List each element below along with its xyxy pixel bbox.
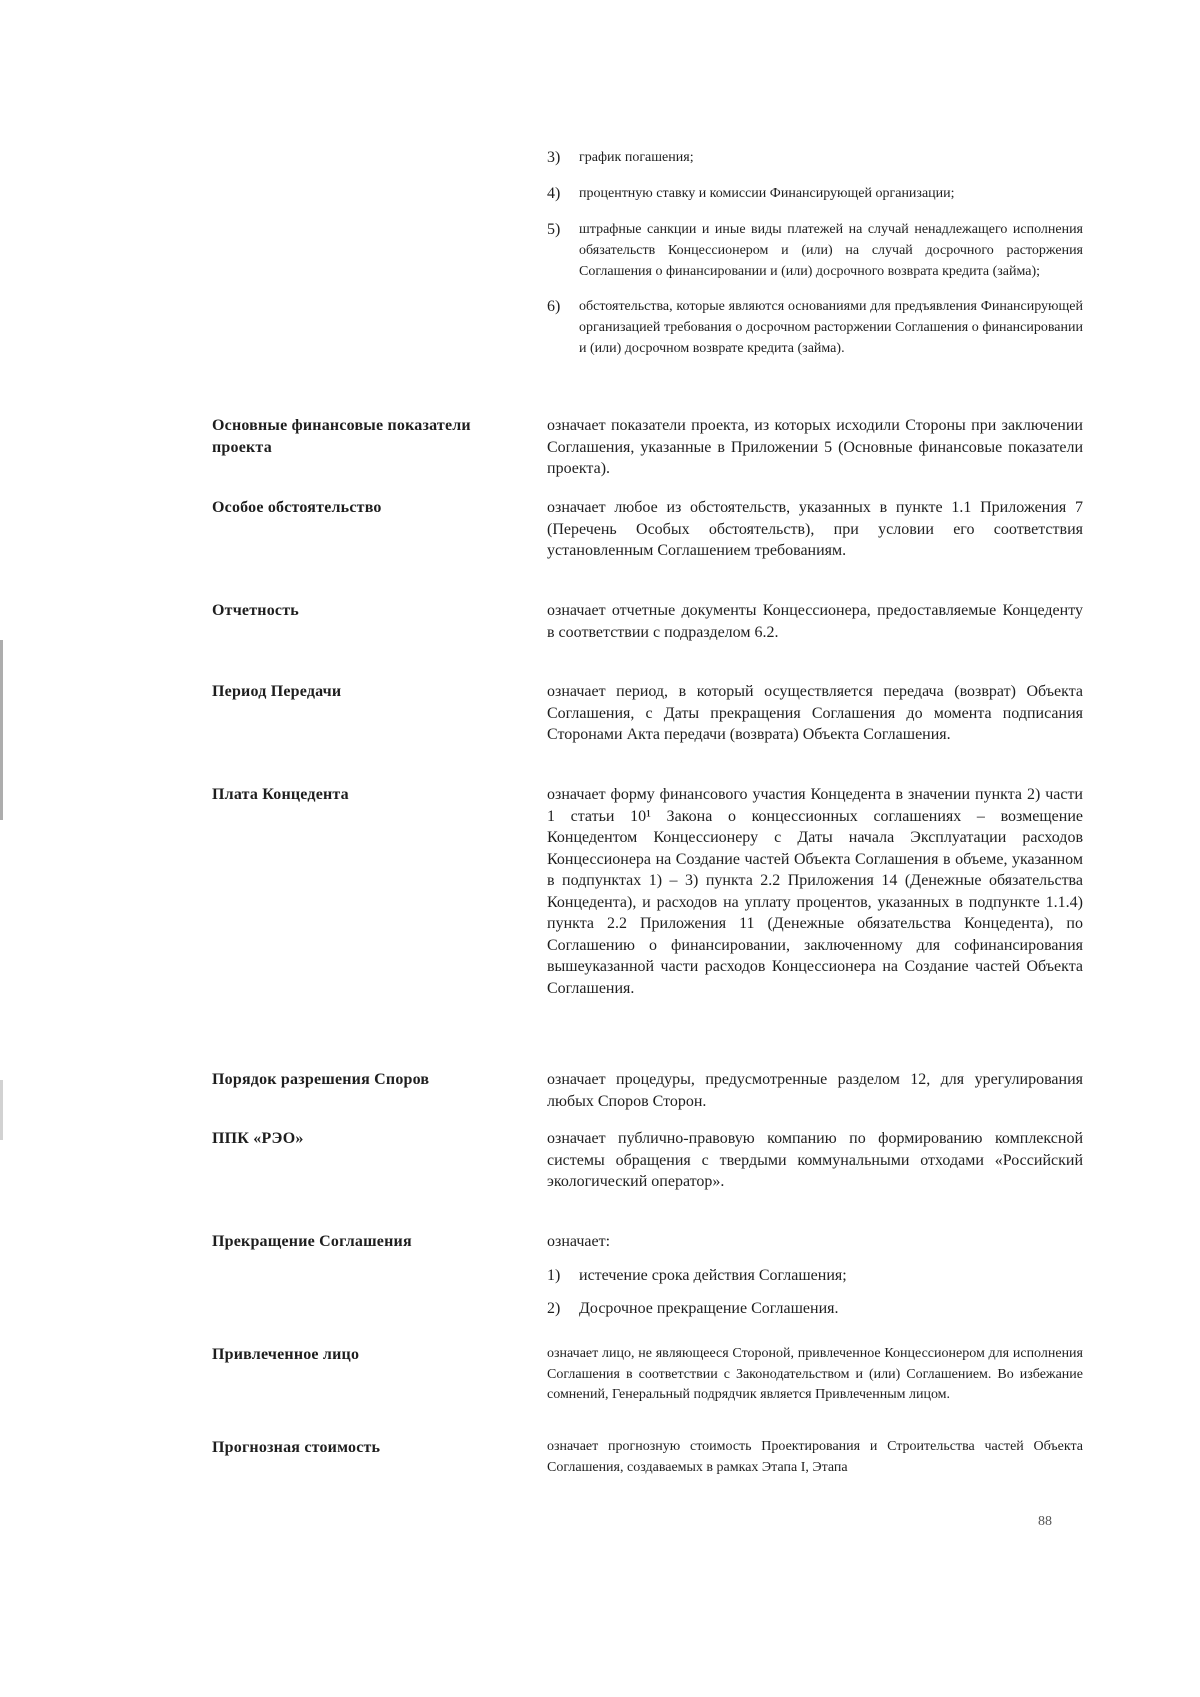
list-item-number: 3) bbox=[547, 149, 561, 166]
definition-term: ППК «РЭО» bbox=[212, 1130, 304, 1147]
definition-term: Период Передачи bbox=[212, 683, 342, 700]
list-item-text: обстоятельства, которые являются основаниями для предъявления Финансирующей организацией требования о досрочном расторжении Соглашения о финансировании и (или) досрочном возврате кредита (займа). bbox=[579, 299, 1083, 356]
page-number: 88 bbox=[1038, 1514, 1052, 1529]
definition-term: Порядок разрешения Споров bbox=[212, 1071, 430, 1088]
definition-text: означает прогнозную стоимость Проектирования и Строительства частей Объекта Соглашения, создаваемых в рамках Этапа I, Этапа bbox=[547, 1439, 1083, 1475]
scan-edge-mark bbox=[0, 1080, 3, 1140]
definition-text: означает показатели проекта, из которых исходили Стороны при заключении Соглашения, указанные в Приложении 5 (Основные финансовые показатели проекта). bbox=[547, 417, 1083, 477]
list-item bbox=[547, 219, 1083, 282]
definition-term: Основные финансовые показатели проекта bbox=[212, 417, 471, 456]
definition-term: Привлеченное лицо bbox=[212, 1346, 360, 1363]
list-item-number: 5) bbox=[547, 221, 561, 238]
definition-text: означает отчетные документы Концессионера, предоставляемые Концеденту в соответствии с подразделом 6.2. bbox=[547, 602, 1083, 641]
definition-text: означает: bbox=[547, 1233, 611, 1250]
list-item-text: график погашения; bbox=[579, 150, 694, 165]
definition-term: Прогнозная стоимость bbox=[212, 1439, 381, 1456]
definition-text: означает лицо, не являющееся Стороной, привлеченное Концессионером для исполнения Соглашения в соответствии с Законодательством и (или) Соглашением. Во избежание сомнений, Генеральный подрядчик является Привлеченным лицом. bbox=[547, 1346, 1083, 1402]
definition-text: означает период, в который осуществляется передача (возврат) Объекта Соглашения, с Даты прекращения Соглашения до момента подписания Сторонами Акта передачи (возврата) Объекта Соглашения. bbox=[547, 683, 1083, 743]
list-item bbox=[547, 1298, 1083, 1320]
list-item bbox=[547, 183, 1083, 205]
list-item-number: 2) bbox=[547, 1300, 561, 1317]
definition-text: означает любое из обстоятельств, указанных в пункте 1.1 Приложения 7 (Перечень Особых обстоятельств), при условии его соответствия установленным Соглашением требованиям. bbox=[547, 499, 1083, 559]
definition-term: Особое обстоятельство bbox=[212, 499, 382, 516]
definition-term: Прекращение Соглашения bbox=[212, 1233, 412, 1250]
list-item-text: штрафные санкции и иные виды платежей на случай ненадлежащего исполнения обязательств Концессионером и (или) на случай досрочного расторжения Соглашения о финансировании и (или) досрочного возврата кредита (займа); bbox=[579, 222, 1083, 279]
definition-term: Плата Концедента bbox=[212, 786, 349, 803]
list-item bbox=[547, 296, 1083, 359]
list-item-text: процентную ставку и комиссии Финансирующей организации; bbox=[579, 186, 955, 201]
definition-term: Отчетность bbox=[212, 602, 299, 619]
list-item-number: 1) bbox=[547, 1266, 561, 1284]
list-item bbox=[547, 1265, 1083, 1287]
list-item-number: 4) bbox=[547, 185, 561, 202]
list-item-text: истечение срока действия Соглашения; bbox=[579, 1266, 847, 1284]
list-item-number: 6) bbox=[547, 298, 561, 315]
definition-text-block bbox=[547, 1231, 1083, 1320]
definition-text: означает публично-правовую компанию по формированию комплексной системы обращения с твердыми коммунальными отходами «Российский экологический оператор». bbox=[547, 1130, 1083, 1190]
definition-text: означает форму финансового участия Концедента в значении пункта 2) части 1 статьи 10¹ Закона о концессионных соглашениях – возмещение Концедентом Концессионеру с Даты начала Эксплуатации расходов Концессионера на Создание частей Объекта Соглашения в объеме, указанном в подпунктах 1) – 3) пункта 2.2 Приложения 14 (Денежные обязательства Концедента), и расходов на уплату процентов, указанных в подпункте 1.1.4) пункта 2.2 Приложения 11 (Денежные обязательства Концедента), по Соглашению о финансировании, заключенному для софинансирования вышеуказанной части расходов Концессионера на Создание частей Объекта Соглашения. bbox=[547, 786, 1083, 997]
list-item bbox=[547, 147, 1083, 169]
list-item-text: Досрочное прекращение Соглашения. bbox=[579, 1300, 839, 1317]
scan-edge-mark bbox=[0, 640, 3, 820]
definition-text: означает процедуры, предусмотренные разделом 12, для урегулирования любых Споров Сторон. bbox=[547, 1071, 1083, 1110]
numbered-list bbox=[547, 147, 1083, 373]
